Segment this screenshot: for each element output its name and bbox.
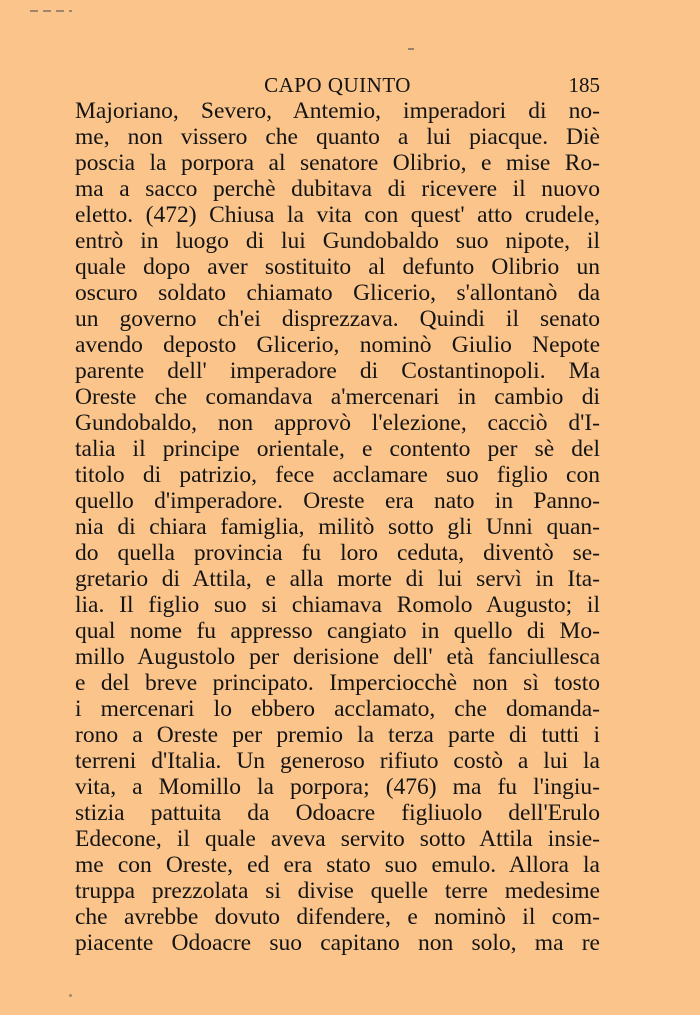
running-head: [75, 72, 600, 98]
text-line: vita, a Momillo la porpora; (476) ma fu l'ingiu-: [75, 774, 600, 800]
text-line: Edecone, il quale aveva servito sotto Attila insie-: [75, 826, 600, 852]
text-line: nia di chiara famiglia, militò sotto gli Unni quan-: [75, 514, 600, 540]
text-line: e del breve principato. Imperciocchè non sì tosto: [75, 670, 600, 696]
text-line: titolo di patrizio, fece acclamare suo figlio con: [75, 462, 600, 488]
scan-dot-mark: [69, 994, 72, 997]
text-line: Gundobaldo, non approvò l'elezione, cacciò d'I-: [75, 410, 600, 436]
text-line: talia il principe orientale, e contento per sè del: [75, 436, 600, 462]
text-line: do quella provincia fu loro ceduta, diventò se-: [75, 540, 600, 566]
text-line: lia. Il figlio suo si chiamava Romolo Augusto; il: [75, 592, 600, 618]
text-line: che avrebbe dovuto difendere, e nominò il com-: [75, 904, 600, 930]
text-line: i mercenari lo ebbero acclamato, che domanda-: [75, 696, 600, 722]
text-line: quello d'imperadore. Oreste era nato in Panno-: [75, 488, 600, 514]
scan-dash-mark: [30, 10, 72, 12]
chapter-title: CAPO QUINTO: [264, 73, 411, 97]
text-line: truppa prezzolata si divise quelle terre medesime: [75, 878, 600, 904]
text-line: entrò in luogo di lui Gundobaldo suo nipote, il: [75, 228, 600, 254]
text-line: Majoriano, Severo, Antemio, imperadori di no-: [75, 98, 600, 124]
text-line: poscia la porpora al senatore Olibrio, e mise Ro-: [75, 150, 600, 176]
text-line: avendo deposto Glicerio, nominò Giulio Nepote: [75, 332, 600, 358]
body-text: [75, 98, 600, 956]
text-line: eletto. (472) Chiusa la vita con quest' atto crudele,: [75, 202, 600, 228]
text-line: un governo ch'ei disprezzava. Quindi il senato: [75, 306, 600, 332]
text-line: qual nome fu appresso cangiato in quello di Mo-: [75, 618, 600, 644]
text-line: Oreste che comandava a'mercenari in cambio di: [75, 384, 600, 410]
text-line: gretario di Attila, e alla morte di lui servì in Ita-: [75, 566, 600, 592]
text-line: oscuro soldato chiamato Glicerio, s'allontanò da: [75, 280, 600, 306]
text-line: terreni d'Italia. Un generoso rifiuto costò a lui la: [75, 748, 600, 774]
text-line: parente dell' imperadore di Costantinopoli. Ma: [75, 358, 600, 384]
text-line: me con Oreste, ed era stato suo emulo. Allora la: [75, 852, 600, 878]
scan-tick-mark: [408, 48, 414, 50]
text-line: piacente Odoacre suo capitano non solo, ma re: [75, 930, 600, 956]
text-line: rono a Oreste per premio la terza parte di tutti i: [75, 722, 600, 748]
page-number: 185: [568, 73, 600, 97]
text-line: millo Augustolo per derisione dell' età fanciullesca: [75, 644, 600, 670]
text-line: stizia pattuita da Odoacre figliuolo dell'Erulo: [75, 800, 600, 826]
text-line: quale dopo aver sostituito al defunto Olibrio un: [75, 254, 600, 280]
text-line: ma a sacco perchè dubitava di ricevere il nuovo: [75, 176, 600, 202]
text-line: me, non vissero che quanto a lui piacque. Diè: [75, 124, 600, 150]
